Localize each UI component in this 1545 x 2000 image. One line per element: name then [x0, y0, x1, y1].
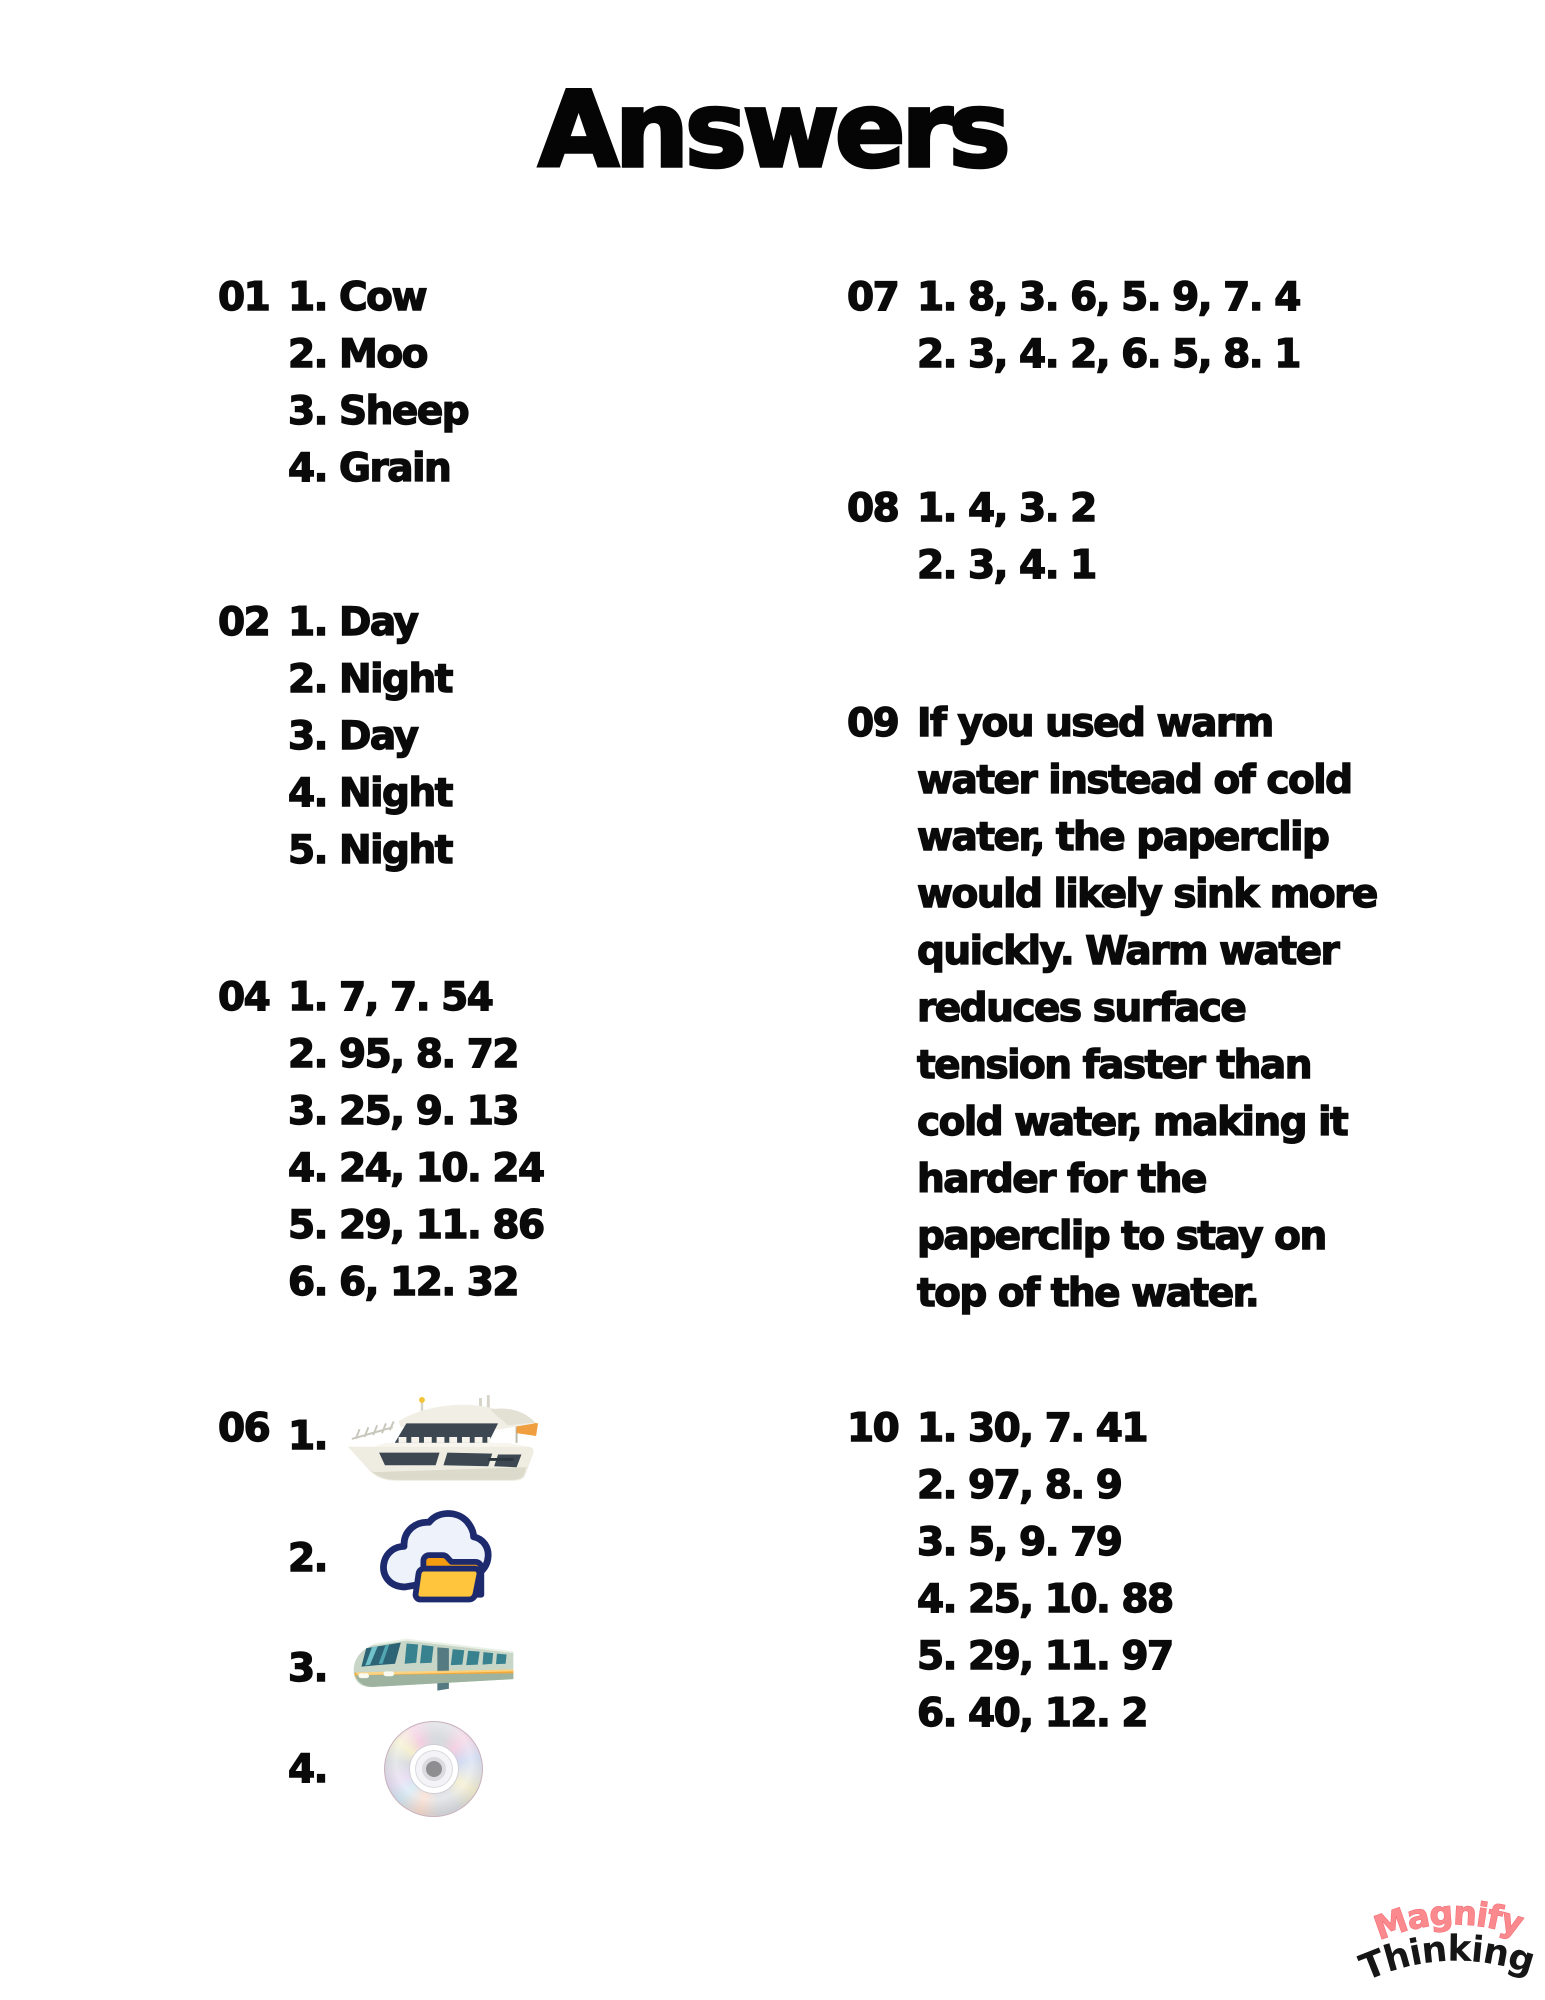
section-number-06: 06	[218, 1406, 270, 1451]
paragraph-line: water instead of cold	[917, 758, 1352, 803]
answer-section-06	[218, 1400, 539, 1825]
picture-answer-row	[288, 1380, 539, 1493]
picture-answer-row	[288, 1493, 539, 1623]
section-body	[917, 480, 1096, 594]
paragraph-line: top of the water.	[917, 1271, 1259, 1316]
picture-answer-number: 2.	[288, 1535, 327, 1581]
page-title: Answers	[538, 69, 1007, 191]
answer-line: 2. 97, 8. 9	[917, 1463, 1122, 1508]
train-icon	[346, 1631, 521, 1706]
section-number-07: 07	[847, 275, 899, 320]
paragraph-line: tension faster than	[917, 1043, 1311, 1088]
answer-line: 2. 95, 8. 72	[288, 1032, 518, 1077]
answer-section-09	[847, 695, 1377, 1322]
section-body	[917, 1400, 1173, 1742]
answer-line: 4. 25, 10. 88	[917, 1577, 1173, 1622]
answer-line: 5. Night	[288, 828, 452, 873]
section-number-02: 02	[218, 600, 270, 645]
picture-answer-number: 4.	[288, 1746, 327, 1792]
answer-section-07	[847, 269, 1300, 383]
answer-section-04	[218, 969, 544, 1311]
section-number-01: 01	[218, 275, 270, 320]
paragraph-line: water, the paperclip	[917, 815, 1329, 860]
answer-section-08	[847, 480, 1096, 594]
section-number-10: 10	[847, 1406, 899, 1451]
answer-line: 3. 5, 9. 79	[917, 1520, 1122, 1565]
answer-section-01	[218, 269, 468, 497]
cloud-folder-icon	[376, 1502, 492, 1614]
section-number-08: 08	[847, 486, 899, 531]
answer-line: 5. 29, 11. 86	[288, 1203, 544, 1248]
answer-line: 4. Night	[288, 771, 452, 816]
answer-section-10	[847, 1400, 1173, 1742]
brand-logo-graphic	[1350, 1880, 1545, 1992]
paragraph-line: quickly. Warm water	[917, 929, 1339, 974]
answer-line: 6. 40, 12. 2	[917, 1691, 1147, 1736]
brand-logo	[1350, 1880, 1545, 1996]
picture-answer-row	[288, 1623, 539, 1713]
paragraph-line: would likely sink more	[917, 872, 1377, 917]
answer-line: 1. 7, 7. 54	[288, 975, 493, 1020]
yacht-icon	[344, 1390, 539, 1484]
answer-line: 1. 8, 3. 6, 5. 9, 7. 4	[917, 275, 1300, 320]
section-number-09: 09	[847, 701, 899, 746]
section-body	[288, 969, 544, 1311]
answer-line: 1. Cow	[288, 275, 426, 320]
answer-line: 4. 24, 10. 24	[288, 1146, 544, 1191]
section-body	[917, 695, 1377, 1322]
answer-line: 1. 4, 3. 2	[917, 486, 1096, 531]
answer-line: 2. 3, 4. 2, 6. 5, 8. 1	[917, 332, 1300, 377]
logo-word-magnify: Magnify	[1368, 1893, 1528, 1948]
answer-line: 2. 3, 4. 1	[917, 543, 1096, 588]
picture-answer-number: 1.	[288, 1414, 327, 1459]
answer-line: 2. Moo	[288, 332, 427, 377]
paragraph-line: cold water, making it	[917, 1100, 1348, 1145]
answer-line: 6. 6, 12. 32	[288, 1260, 518, 1305]
picture-answer-row	[288, 1713, 539, 1825]
paragraph-line: reduces surface	[917, 986, 1246, 1031]
paragraph-line: paperclip to stay on	[917, 1214, 1326, 1259]
answer-line: 3. Sheep	[288, 389, 469, 434]
section-number-04: 04	[218, 975, 270, 1020]
cd-icon	[384, 1721, 483, 1817]
answer-line: 5. 29, 11. 97	[917, 1634, 1173, 1679]
section-body	[288, 594, 452, 879]
answer-line: 1. Day	[288, 600, 418, 645]
answer-section-02	[218, 594, 452, 879]
logo-word-thinking: Thinking	[1354, 1928, 1539, 1990]
section-body	[288, 269, 468, 497]
paragraph-line: If you used warm	[917, 701, 1273, 746]
answer-line: 1. 30, 7. 41	[917, 1406, 1147, 1451]
answer-line: 3. Day	[288, 714, 418, 759]
picture-answer-number: 3.	[288, 1645, 327, 1691]
answer-line: 4. Grain	[288, 446, 451, 491]
section-body	[288, 1380, 539, 1825]
paragraph-line: harder for the	[917, 1157, 1206, 1202]
answer-line: 3. 25, 9. 13	[288, 1089, 518, 1134]
section-body	[917, 269, 1300, 383]
answer-line: 2. Night	[288, 657, 452, 702]
